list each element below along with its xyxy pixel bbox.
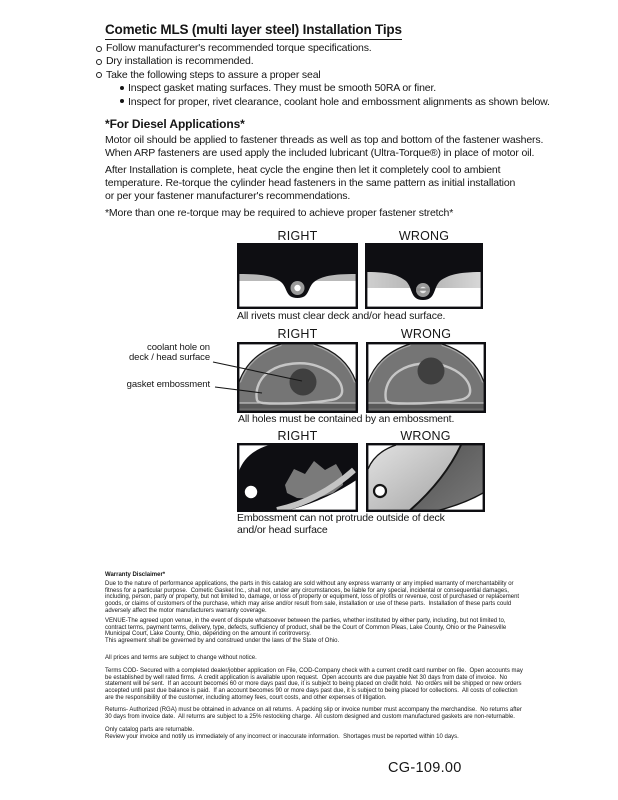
right-label: RIGHT <box>277 429 318 443</box>
fine-line: Review your invoice and notify us immediately of any incorrect or inaccurate information. Shortages must be reported within 10 days. <box>105 733 459 740</box>
wrong-label: WRONG <box>400 429 451 443</box>
warranty-paragraph-venue <box>105 618 506 645</box>
paragraph-line: After Installation is complete, heat cycle the engine then let it completely cool to ambient <box>105 164 501 176</box>
coolant-hole-label-line: deck / head surface <box>128 352 210 363</box>
paragraph-line: temperature. Re-torque the cylinder head fasteners in the same pattern as initial installation <box>105 177 516 189</box>
diesel-paragraph-1 <box>105 134 543 160</box>
right-label: RIGHT <box>277 229 318 243</box>
page-title: Cometic MLS (multi layer steel) Installation Tips <box>105 22 402 40</box>
rivet-wrong-diagram <box>365 243 483 309</box>
tip-sub-bullet <box>120 96 550 109</box>
paragraph-line: or per your fastener manufacturer's recommendations. <box>105 190 351 202</box>
retorque-note: *More than one re-torque may be required to achieve proper fastener stretch* <box>105 207 454 219</box>
diesel-heading: *For Diesel Applications* <box>105 117 245 131</box>
embossment-wrong-diagram <box>366 342 486 413</box>
tip-bullet <box>96 69 321 82</box>
tip-bullet <box>96 55 254 68</box>
filled-dot-bullet-icon <box>120 86 124 90</box>
fine-line: adversely affect the motor manufacturers warranty coverage. <box>105 607 267 614</box>
fine-line: VENUE-The agreed upon venue, in the event of dispute whatsoever between the parties, whether instituted by either party, including, but not limited to, <box>105 618 506 624</box>
row1-caption: All rivets must clear deck and/or head surface. <box>237 310 446 322</box>
fine-line: be established by well rated firms. A credit application is available upon request. Open accounts are due payable Net 30 days from date of invoice. No <box>105 674 508 681</box>
tip-bullet <box>96 42 372 55</box>
wrong-label: WRONG <box>400 327 452 341</box>
warranty-heading: Warranty Disclaimer* <box>105 572 166 578</box>
wrong-label: WRONG <box>398 229 450 243</box>
fine-line: This agreement shall be governed by and construed under the laws of the State of Ohio. <box>105 638 340 645</box>
fine-line: Terms COD- Secured with a completed dealer/jobber application on File, COD-Company check with a current credit card number on file. Open accounts may <box>105 668 523 674</box>
tip-text: Take the following steps to assure a proper seal <box>106 68 321 81</box>
row2-caption: All holes must be contained by an embossment. <box>238 413 455 425</box>
open-circle-bullet-icon <box>96 59 102 65</box>
fine-line: Returns- Authorized (RGA) must be obtained in advance on all returns. A packing slip or invoice number must accompany the merchandise. No returns after <box>105 707 522 713</box>
open-circle-bullet-icon <box>96 72 102 78</box>
diesel-paragraph-2 <box>105 164 515 203</box>
rivet-right-diagram <box>237 243 358 309</box>
fine-line: are the responsibility of the customer, including attorney fees, court costs, and other expenses of litigation. <box>105 694 387 701</box>
warranty-paragraph-1 <box>105 581 519 615</box>
fine-line: accepted until past due balance is paid. If an account becomes 90 or more days past due, it is subject to being placed for collections. All costs of collection <box>105 688 518 695</box>
fine-line: All prices and terms are subject to change without notice. <box>105 655 257 661</box>
tip-text: Follow manufacturer's recommended torque specifications. <box>106 42 372 54</box>
fine-line: Due to the nature of performance applications, the parts in this catalog are sold without any express warranty or any implied warranty of merchantability or <box>105 581 514 587</box>
gasket-embossment-label: gasket embossment <box>126 379 210 390</box>
fine-line: Only catalog parts are returnable. <box>105 727 195 733</box>
filled-dot-bullet-icon <box>120 99 124 103</box>
page-number: CG-109.00 <box>388 760 462 776</box>
paragraph-line: When ARP fasteners are used apply the included lubricant (Ultra-Torque®) in place of motor oil. <box>105 147 535 159</box>
coolant-hole-label <box>90 343 210 363</box>
warranty-paragraph-prices <box>105 655 257 662</box>
paragraph-line: Motor oil should be applied to fastener threads as well as top and bottom of the fastener washers. <box>105 134 544 146</box>
tip-text: Dry installation is recommended. <box>106 55 254 67</box>
protrusion-right-diagram <box>237 443 358 512</box>
protrusion-wrong-diagram <box>366 443 485 512</box>
fine-line: 30 days from invoice date. All returns are subject to a 25% restocking charge. All custom designed and custom manufactured gaskets are non-returnable. <box>105 713 515 720</box>
right-label: RIGHT <box>277 327 318 341</box>
fine-line: including, person, party or property, but not limited to, damage, or loss of property or equipment, loss of profits or revenue, cost of purchased or replacement <box>105 594 520 601</box>
tip-sub-bullet <box>120 82 436 95</box>
page-title-wrap <box>105 21 402 39</box>
row3-caption <box>237 513 445 536</box>
warranty-paragraph-terms <box>105 668 523 702</box>
fine-line: goods, or claims of customers of the purchase, which may arise and/or result from sale, installation or use of these parts. Installation of these parts could <box>105 601 512 608</box>
leader-lines <box>205 340 325 400</box>
open-circle-bullet-icon <box>96 46 102 52</box>
tip-text: Inspect for proper, rivet clearance, coolant hole and embossment alignments as shown below. <box>128 95 550 108</box>
caption-line: Embossment can not protrude outside of deck <box>237 512 445 524</box>
fine-line: fitness for a particular purpose. Cometic Gasket Inc., shall not, under any circumstances, be liable for any special, incidental or consequential damages, <box>105 587 509 594</box>
fine-line: Municipal Court, Lake County, Ohio, depending on the amount in controversy. <box>105 631 311 638</box>
caption-line: and/or head surface <box>237 523 328 536</box>
warranty-paragraph-catalog <box>105 727 459 740</box>
warranty-paragraph-returns <box>105 707 522 720</box>
tip-text: Inspect gasket mating surfaces. They must be smooth 50RA or finer. <box>128 82 436 94</box>
fine-line: statement will be sent. If an account becomes 60 or more days past due, it is subject to being placed on credit hold. No orders will be shipped or new orders <box>105 681 522 688</box>
coolant-hole-label-line: coolant hole on <box>147 342 210 353</box>
fine-line: contract terms, payment terms, delivery, type, defects, sufficiency of product, shall be the Court of Common Pleas, Lake County, Ohio or the Painesville <box>105 624 507 631</box>
